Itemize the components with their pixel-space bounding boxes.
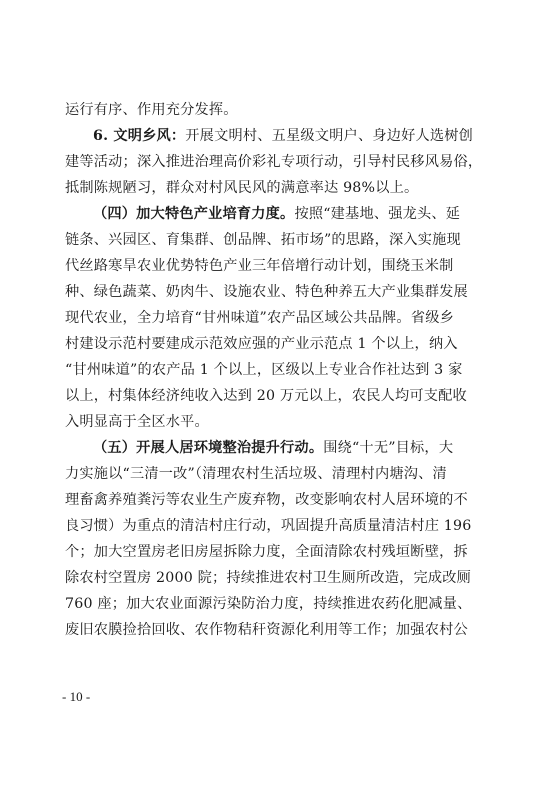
paragraph-line: 以上，村集体经济纯收入达到 20 万元以上，农民人均可支配收	[65, 388, 467, 404]
paragraph-line	[65, 435, 492, 461]
paragraph-line: 代丝路寒旱农业优势特色产业三年倍增行动计划，围绕玉米制	[65, 258, 454, 274]
paragraph-line: 种、绿色蔬菜、奶肉牛、设施农业、特色种养五大产业集群发展	[65, 284, 468, 300]
paragraph-line: 个；加大空置房老旧房屋拆除力度，全面清除农村残垣断壁，拆	[65, 544, 468, 560]
paragraph-line: 入明显高于全区水平。	[65, 414, 209, 430]
page-number: - 10 -	[62, 689, 91, 704]
paragraph-line: 除农村空置房 2000 院；持续推进农村卫生厕所改造，完成改厕	[65, 570, 472, 586]
paragraph-line: 力实施以“三清一改”（清理农村生活垃圾、清理村内塘沟、清	[65, 466, 447, 482]
paragraph-line: 链条、兴园区、育集群、创品牌、拓市场”的思路，深入实施现	[65, 232, 461, 248]
paragraph-line: 760 座；加大农业面源污染防治力度，持续推进农药化肥减量、	[65, 596, 472, 612]
section-heading: （五）开展人居环境整治提升行动。	[93, 440, 324, 456]
section-heading: （四）加大特色产业培育力度。	[93, 206, 295, 222]
paragraph-text: 按照“建基地、强龙头、延	[294, 206, 461, 222]
paragraph-line: 良习惯）为重点的清洁村庄行动，巩固提升高质量清洁村庄 196	[65, 518, 472, 534]
paragraph-line	[65, 123, 492, 149]
section-heading: 6. 文明乡风：	[93, 128, 186, 144]
paragraph-line: 现代农业，全力培育“甘州味道”农产品区域公共品牌。省级乡	[65, 310, 454, 326]
paragraph-line: 村建设示范村要建成示范效应强的产业示范点 1 个以上，纳入	[65, 336, 458, 352]
paragraph-line: 抵制陈规陋习，群众对村风民风的满意率达 98%以上。	[65, 180, 419, 196]
paragraph-line: “甘州味道”的农产品 1 个以上，区级以上专业合作社达到 3 家	[65, 362, 463, 378]
paragraph-line: 建等活动；深入推进治理高价彩礼专项行动，引导村民移风易俗，	[65, 154, 483, 170]
body-text	[65, 97, 492, 643]
paragraph-line: 运行有序、作用充分发挥。	[65, 102, 238, 118]
paragraph-text: 开展文明村、五星级文明户、身边好人选树创	[185, 128, 474, 144]
paragraph-line: 废旧农膜捡拾回收、农作物秸秆资源化利用等工作；加强农村公	[65, 622, 468, 638]
paragraph-line: 理畜禽养殖粪污等农业生产废弃物，改变影响农村人居环境的不	[65, 492, 468, 508]
paragraph-line	[65, 201, 492, 227]
paragraph-text: 围绕“十无”目标，大	[323, 440, 454, 456]
